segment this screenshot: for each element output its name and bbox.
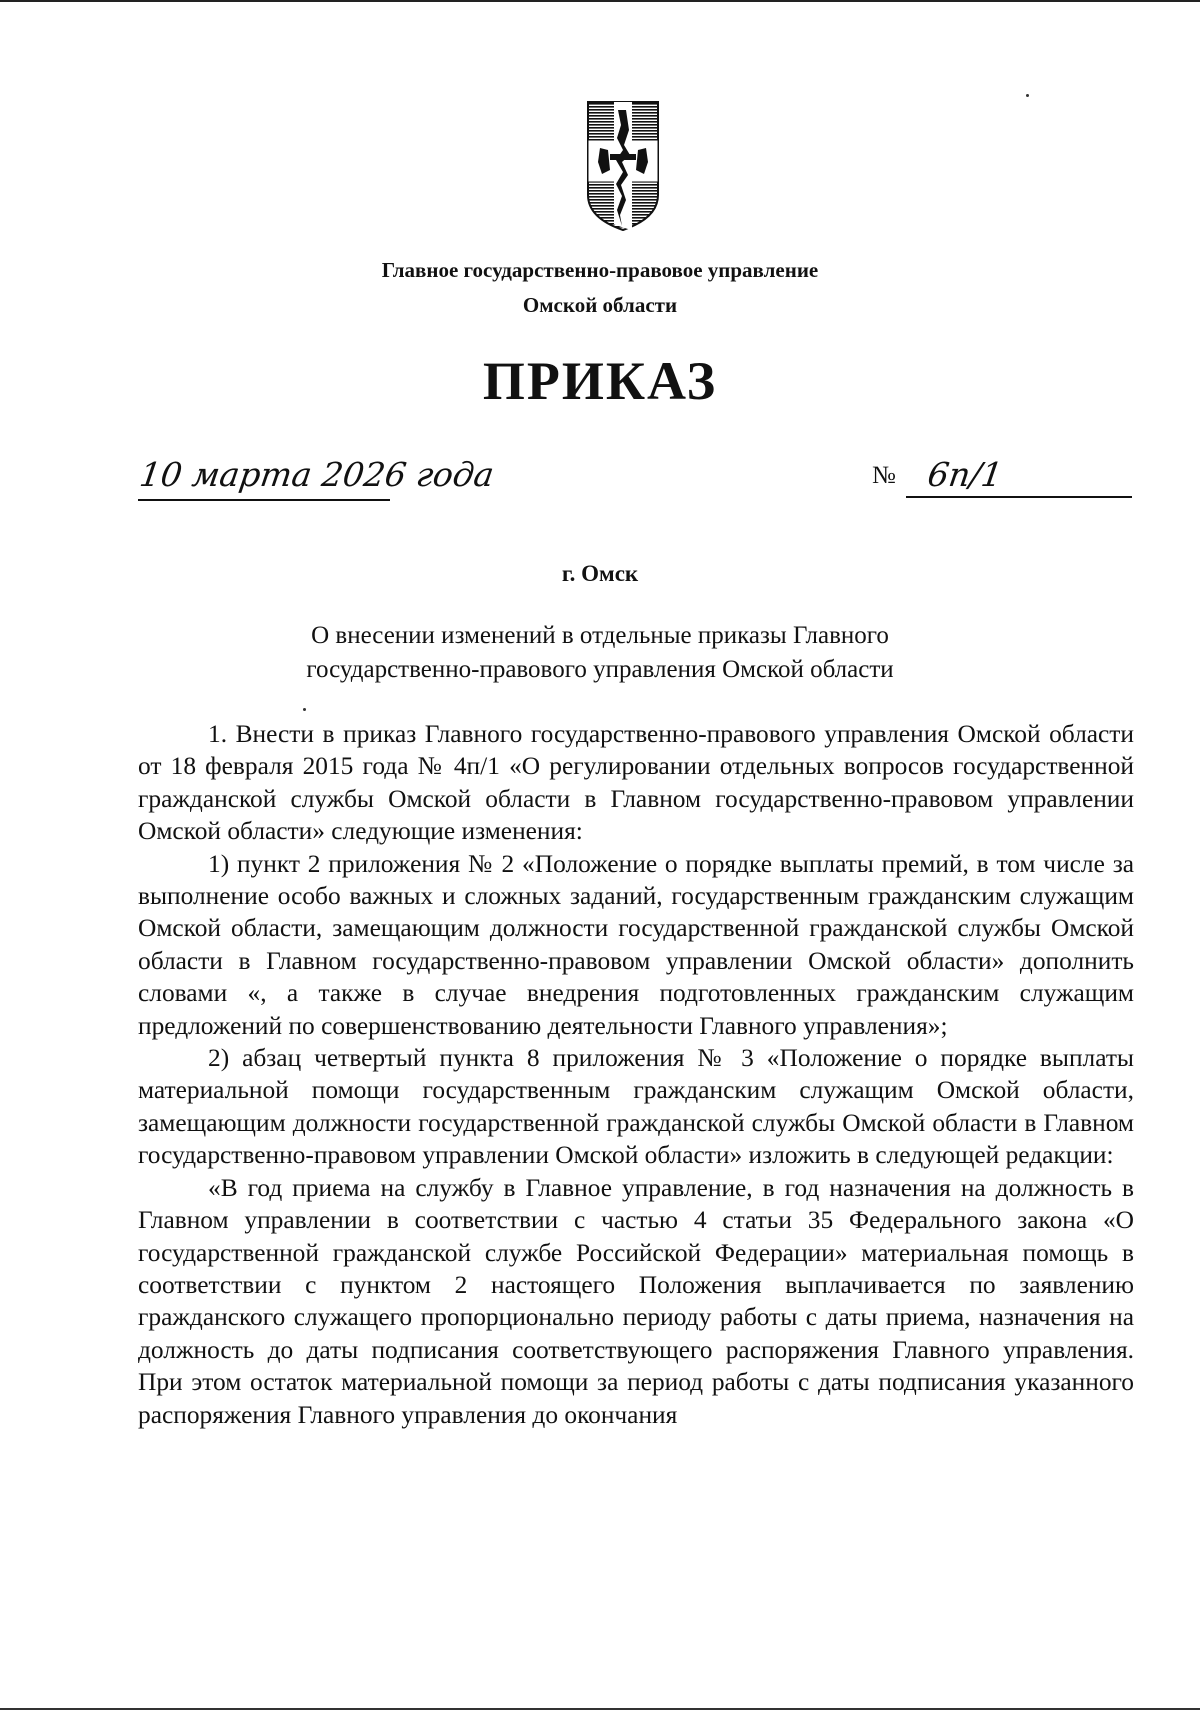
number-underline: [906, 496, 1132, 498]
paragraph-new-wording: «В год приема на службу в Главное управление, в год назначения на должность в Главном управлении в соответствии с частью 4 статьи 35 Федерального закона «О государственной гражданской службе Российской Федерации» материальная помощь в соответствии с пунктом 2 настоящего Положения выплачивается по заявлению гражданского служащего пропорционально периоду работы с даты приема, назначения на должность до даты подписания соответствующего распоряжения Главного управления. При этом остаток материальной помощи за период работы с даты подписания указанного распоряжения Главного управления до окончания: [138, 1173, 1134, 1429]
scan-speck: [303, 708, 306, 711]
date-underline: [138, 499, 390, 501]
document-number: 6п/1: [925, 455, 1006, 494]
paragraph-1-subitem-1: 1) пункт 2 приложения № 2 «Положение о порядке выплаты премий, в том числе за выполнение особо важных и сложных заданий, государственным гражданским служащим Омской области, замещающим должности государственной гражданской службы Омской области в Главном государственно-правовом управлении Омской области» дополнить словами «, а также в случае внедрения подготовленных гражданским служащим предложений по совершенствованию деятельности Главного управления»;: [138, 849, 1134, 1040]
paragraph-1-subitem-2: 2) абзац четвертый пункта 8 приложения № 3 «Положение о порядке выплаты материальной помощи государственным гражданским служащим Омской области, замещающим должности государственной гражданской службы Омской области в Главном государственно-правовом управлении Омской области» изложить в следующей редакции:: [138, 1044, 1134, 1170]
omsk-coat-of-arms-icon: [586, 100, 660, 232]
document-date: 10 марта 2026 года: [137, 455, 497, 494]
organization-name: Главное государственно-правовое управление: [381, 258, 819, 282]
city-location: г. Омск: [561, 561, 639, 586]
paragraph-1: 1. Внести в приказ Главного государственно-правового управления Омской области от 18 февраля 2015 года № 4п/1 «О регулировании отдельных вопросов государственной гражданской службы Омской области в Главном государственно-правовом управлении Омской области» следующие изменения:: [138, 720, 1134, 846]
document-type-title: ПРИКАЗ: [482, 351, 718, 411]
organization-region: Омской области: [522, 293, 678, 317]
scan-edge-top: [0, 0, 1200, 2]
subject-line-1: О внесении изменений в отдельные приказы Главного: [311, 622, 889, 649]
scan-edge-bottom: [0, 1708, 1200, 1710]
scan-speck: [1026, 94, 1029, 97]
subject-line-2: государственно-правового управления Омской области: [306, 656, 894, 683]
order-body: [138, 718, 1134, 1431]
number-label: №: [872, 462, 896, 489]
